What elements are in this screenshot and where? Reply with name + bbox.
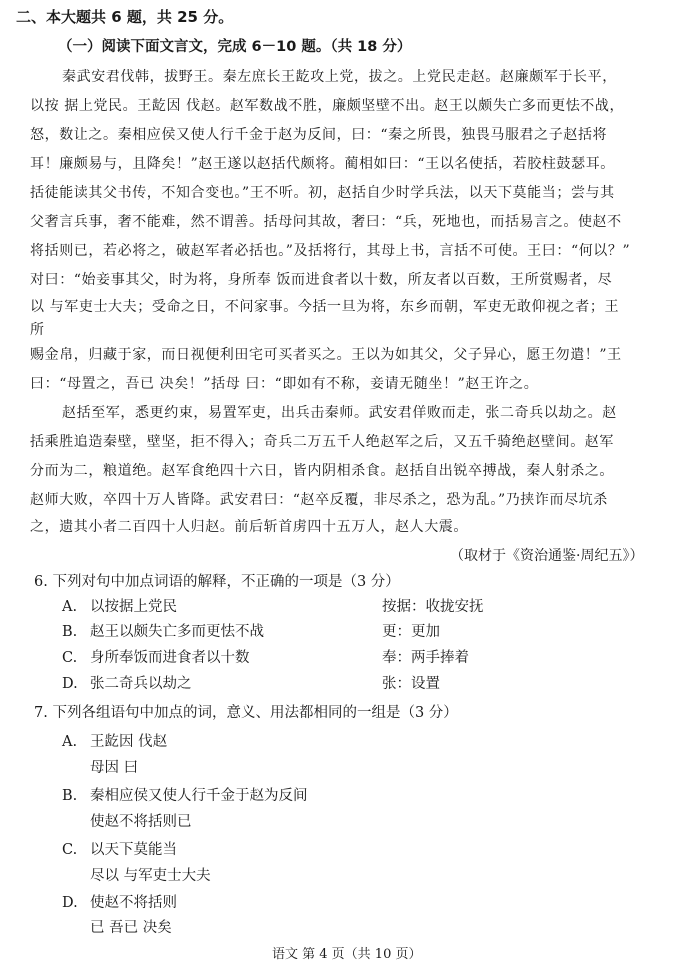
option-first-sentence: 王龁因 伐赵 [90,734,168,750]
passage-line: 曰：“母置之，吾已 决矣！”括母 曰：“即如有不称，妾请无随坐！”赵王许之。 [30,376,539,392]
option-second-sentence: 使赵不将括则已 [90,814,192,830]
option-sentence: 身所奉饭而进食者以十数 [90,650,250,666]
section-subtitle: （一）阅读下面文言文，完成 6－10 题。（共 18 分） [58,39,412,55]
option-letter: A. [62,599,78,615]
passage-line: 秦武安君伐韩，拔野王。秦左庶长王龁攻上党，拔之。上党民走赵。赵廉颇军于长平， [62,69,617,85]
passage-line: 以按 据上党民。王龁因 伐赵。赵军数战不胜，廉颇坚壁不出。赵王以颇失亡多而更怯不战， [30,98,625,114]
passage-source: （取材于《资治通鉴·周纪五》） [450,548,644,564]
passage-line: 以 与军吏士大夫；受命之日，不问家事。今括一旦为将，东乡而朝，军吏无敢仰视之者；王 [30,299,620,315]
option-second-sentence: 尽以 与军吏士大夫 [90,868,211,884]
option-second-sentence: 母因 曰 [90,760,139,776]
option-letter: C. [62,650,78,666]
option-letter: B. [62,624,78,640]
passage-line: 分而为二，粮道绝。赵军食绝四十六日，皆内阴相杀食。赵括自出锐卒搏战，秦人射杀之。 [30,463,614,479]
option-gloss: 更：更加 [382,624,440,640]
option-letter: B. [62,788,78,804]
option-gloss: 奉：两手捧着 [382,650,469,666]
option-letter: C. [62,842,78,858]
question-stem: 7. 下列各组语句中加点的词，意义、用法都相同的一组是（3 分） [34,705,458,721]
passage-line: 耳！廉颇易与，且降矣！”赵王遂以赵括代颇将。蔺相如曰：“王以名使括，若胶柱鼓瑟耳。 [30,156,615,172]
passage-line: 赵括至军，悉更约束，易置军吏，出兵击秦师。武安君佯败而走，张二奇兵以劫之。赵 [62,405,617,421]
option-sentence: 赵王以颇失亡多而更怯不战 [90,624,264,640]
option-sentence: 以按据上党民 [90,599,177,615]
option-first-sentence: 使赵不将括则 [90,895,177,911]
question-stem: 6. 下列对句中加点词语的解释，不正确的一项是（3 分） [34,574,400,590]
passage-line: 怒，数让之。秦相应侯又使人行千金于赵为反间，曰：“秦之所畏，独畏马服君之子赵括将 [30,127,608,143]
option-letter: A. [62,734,78,750]
passage-line: 将括则已，若必将之，破赵军者必括也。”及括将行，其母上书，言括不可使。王曰：“何以？” [30,243,631,259]
section-title: 二、本大题共 6 题，共 25 分。 [16,8,234,26]
option-gloss: 按据：收拢安抚 [382,599,484,615]
option-sentence: 张二奇兵以劫之 [90,676,192,692]
option-first-sentence: 秦相应侯又使人行千金于赵为反间 [90,788,308,804]
passage-line: 赵师大败，卒四十万人皆降。武安君曰：“赵卒反覆，非尽杀之，恐为乱。”乃挟诈而尽坑杀 [30,492,608,508]
page-footer: 语文 第 4 页（共 10 页） [272,947,422,962]
passage-line: 括徒能读其父书传，不知合变也。”王不听。初，赵括自少时学兵法，以天下莫能当；尝与其 [30,185,615,201]
option-second-sentence: 已 吾已 决矣 [90,920,172,936]
passage-line: 父奢言兵事，奢不能难，然不谓善。括母问其故，奢曰：“兵，死地也，而括易言之。使赵不 [30,214,622,230]
passage-line: 括乘胜追造秦壁，壁坚，拒不得入；奇兵二万五千人绝赵军之后，又五千骑绝赵壁间。赵军 [30,434,614,450]
passage-line: 赐金帛，归藏于家，而日视便利田宅可买者买之。王以为如其父，父子异心，愿王勿遣！”王 [30,347,622,363]
passage-line: 对曰：“始妾事其父，时为将，身所奉 饭而进食者以十数，所友者以百数，王所赏赐者，尽 [30,272,613,288]
passage-line: 之，遗其小者二百四十人归赵。前后斩首虏四十五万人，赵人大震。 [30,519,468,535]
option-letter: D. [62,676,78,692]
passage-line: 所 [30,322,45,338]
option-gloss: 张：设置 [382,676,440,692]
option-letter: D. [62,895,78,911]
option-first-sentence: 以天下莫能当 [90,842,177,858]
